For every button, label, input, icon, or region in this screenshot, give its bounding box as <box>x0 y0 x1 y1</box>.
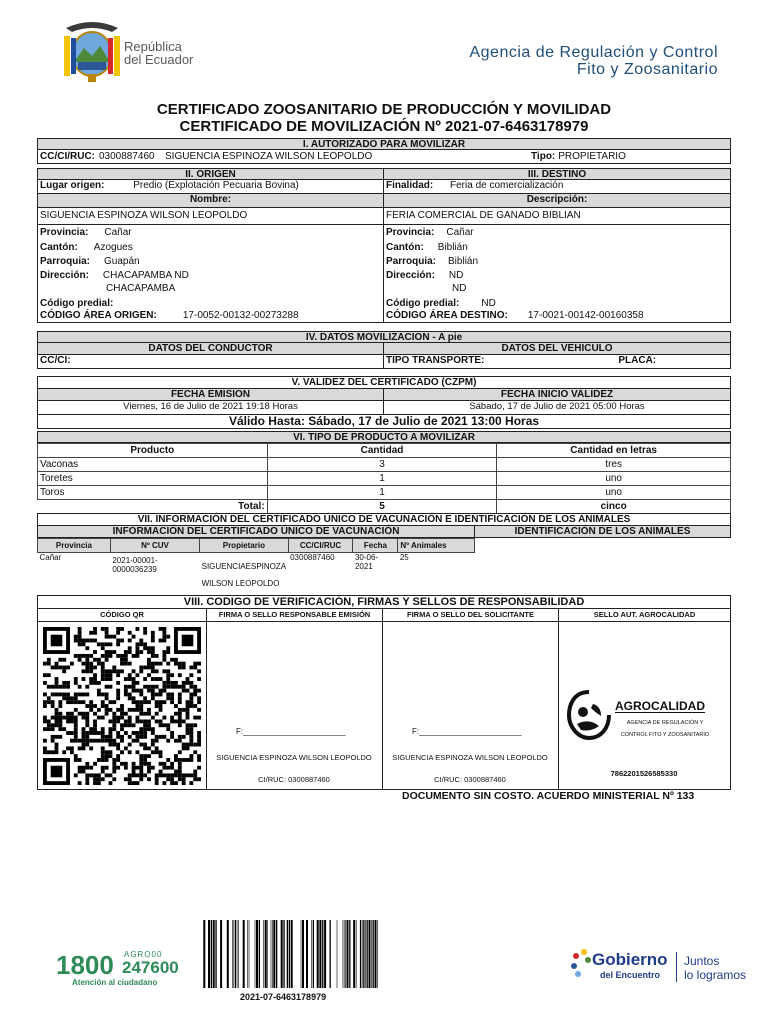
page-header <box>0 0 768 95</box>
total-row: Total: 5 cinco <box>38 500 731 514</box>
firma-emision: F:_______________________ SIGUENCIA ESPINOZA WILSON LEOPOLDO CI/RUC: 0300887460 <box>207 622 383 790</box>
table-row: Cañar 2021-00001-0000036239 SIGUENCIA ESPINOZA WILSON LEOPOLDO 0300887460 30-06-2021 25 <box>39 553 409 588</box>
destino-heading: III. DESTINO <box>384 168 731 180</box>
republica-text: República del Ecuador <box>124 39 194 67</box>
agency-name: Agencia de Regulación y Control Fito y Zoosanitario <box>469 44 718 78</box>
ecuador-coat-of-arms-icon <box>62 18 122 84</box>
destino-details: Provincia: Cañar Cantón: Biblián Parroquia: Biblián Dirección: ND ND Código predial: ND CÓDIGO ÁREA DESTINO: 17-0021-00142-00160358 <box>384 225 731 323</box>
vacunacion-table: Provincia Nº CUV Propietario CC/CI/RUC Fecha Nº Animales Cañar 2021-00001-0000036239 SIGUENCIA ESPINOZA WILSON LEOPOLDO 0300887460 30-06-2021 25 <box>37 538 475 592</box>
agrocalidad-seal-icon <box>567 690 611 740</box>
sello-agrocalidad: AGROCALIDAD AGENCIA DE REGULACIÓN Y CONTROL FITO Y ZOOSANITARIO 7862201526585330 <box>559 622 731 790</box>
document-title: CERTIFICADO ZOOSANITARIO DE PRODUCCIÓN Y MOVILIDAD CERTIFICADO DE MOVILIZACIÓN Nº 2021-07-6463178979 <box>156 101 612 135</box>
barcode-number: 2021-07-6463178979 <box>240 992 327 1002</box>
gobierno-sun-icon <box>570 946 592 980</box>
section-validez: V. VALIDEZ DEL CERTIFICADO (CZPM) FECHA EMISION FECHA INICIO VALIDEZ Viernes, 16 de Julio de 2021 19:18 Horas Sábado, 17 de Julio de 2021 05:00 Horas Válido Hasta: Sábado, 17 de Julio de 2021 13:00 Horas <box>37 376 731 429</box>
agro-phone-logo: 1800 AGRO00 247600 Atención al ciudadano <box>56 950 179 987</box>
section-heading: I. AUTORIZADO PARA MOVILIZAR <box>37 138 731 150</box>
section-verificacion: VIII. CODIGO DE VERIFICACIÓN, FIRMAS Y SELLOS DE RESPONSABILIDAD CÓDIGO QR FIRMA O SELLO RESPONSABLE EMISIÓN FIRMA O SELLO DEL SOLICITANTE SELLO AUT. AGROCALIDAD F:_______________________ SIGUENCIA ESPINOZA WILSON LEOPOLDO CI/RUC: 0300887460 F:_______________________ SIGUENCIA ESPINOZA WILSON LEOPOLDO CI/RUC: 0300887460 AGROCALIDAD AGENCIA DE REGULACIÓN Y CONTROL FITO Y ZOOSANITARIO 7862201526585330 <box>37 595 731 790</box>
table-row: Toros 1 uno <box>38 486 731 500</box>
section-origen-destino: II. ORIGEN III. DESTINO Lugar origen: Predio (Explotación Pecuaria Bovina) Finalidad: Feria de comercialización Nombre: Descripción: SIGUENCIA ESPINOZA WILSON LEOPOLDO FERIA COMERCIAL DE GANADO BIBLIAN Provincia: Cañar Cantón: Azogues Parroquia: Guapán Dirección: CHACAPAMBA ND CHACAPAMBA Código predial: CÓDIGO ÁREA ORIGEN: 17-0052-00132-00273288 Provincia: Cañar Cantón: Biblián Parroquia: Biblián Dirección: ND ND Código predial: ND CÓDIGO ÁREA DESTINO: 17-0021-00142-00160358 <box>37 168 731 323</box>
table-row: Vaconas 3 tres <box>38 458 731 472</box>
firma-solicitante: F:_______________________ SIGUENCIA ESPINOZA WILSON LEOPOLDO CI/RUC: 0300887460 <box>383 622 559 790</box>
origen-heading: II. ORIGEN <box>37 168 384 180</box>
section-movilizacion: IV. DATOS MOVILIZACION - A pie DATOS DEL CONDUCTOR DATOS DEL VEHICULO CC/CI: TIPO TRANSPORTE: PLACA: <box>37 331 731 369</box>
barcode-icon <box>200 920 380 988</box>
section-producto: VI. TIPO DE PRODUCTO A MOVILIZAR Producto Cantidad Cantidad en letras Vaconas 3 tres Toretes 1 uno Toros 1 uno Total: 5 cinco <box>37 431 731 514</box>
qr-code-icon <box>42 627 202 785</box>
gobierno-logo: Gobierno del Encuentro Juntos lo logramos <box>570 944 750 988</box>
footer-note: DOCUMENTO SIN COSTO. ACUERDO MINISTERIAL Nº 133 <box>402 790 695 802</box>
origen-details: Provincia: Cañar Cantón: Azogues Parroquia: Guapán Dirección: CHACAPAMBA ND CHACAPAMBA Código predial: CÓDIGO ÁREA ORIGEN: 17-0052-00132-00273288 <box>37 225 384 323</box>
producto-table: Producto Cantidad Cantidad en letras Vaconas 3 tres Toretes 1 uno Toros 1 uno Total: 5 cinco <box>37 443 731 514</box>
section-autorizado: I. AUTORIZADO PARA MOVILIZAR CC/CI/RUC: 0300887460 SIGUENCIA ESPINOZA WILSON LEOPOLDO Tipo: PROPIETARIO <box>37 138 731 164</box>
table-row: Toretes 1 uno <box>38 472 731 486</box>
section-vacunacion: VII. INFORMACIÓN DEL CERTIFICADO ÚNICO DE VACUNACIÓN E IDENTIFICACIÓN DE LOS ANIMALES INFORMACIÓN DEL CERTIFICADO ÚNICO DE VACUNACIÓN IDENTIFICACIÓN DE LOS ANIMALES Provincia Nº CUV Propietario CC/CI/RUC Fecha Nº Animales Cañar 2021-00001-0000036239 SIGUENCIA ESPINOZA WILSON LEOPOLDO 0300887460 30-06-2021 25 <box>37 513 731 592</box>
